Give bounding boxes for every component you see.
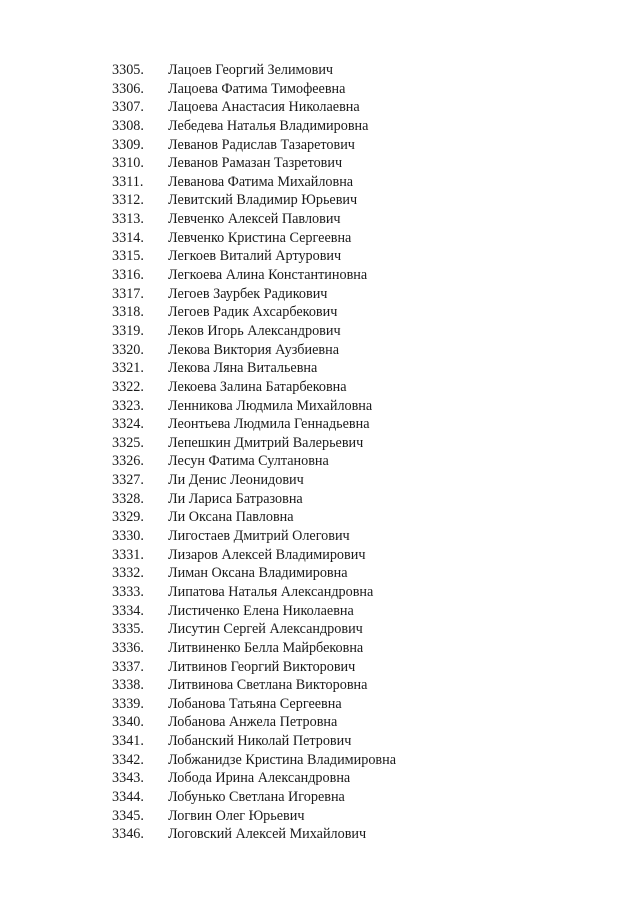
entry-number: 3343. [112,770,144,787]
entry-name: Лекоева Залина Батарбековна [168,378,347,395]
list-item [112,266,396,285]
list-item [112,434,396,453]
list-item [112,676,396,695]
entry-name: Литвиненко Белла Майрбековна [168,639,364,656]
entry-name: Лобанский Николай Петрович [168,733,352,750]
list-item [112,751,396,770]
entry-name: Леванов Рамазан Тазретович [168,155,343,172]
entry-name: Леков Игорь Александрович [168,322,341,339]
entry-number: 3312. [112,192,144,209]
list-item [112,61,396,80]
entry-number: 3306. [112,80,144,97]
entry-name: Леванова Фатима Михайловна [168,173,354,190]
entry-number: 3307. [112,99,144,116]
entry-name: Лебедева Наталья Владимировна [168,117,369,134]
entry-number: 3309. [112,136,144,153]
list-item [112,173,396,192]
entry-name: Лацоева Фатима Тимофеевна [168,80,346,97]
list-item [112,471,396,490]
entry-name: Ленникова Людмила Михайловна [168,397,373,414]
entry-name: Легкоев Виталий Артурович [168,248,342,265]
list-item [112,229,396,248]
list-item [112,191,396,210]
entry-name: Литвинова Светлана Викторовна [168,677,368,694]
entry-name: Левченко Кристина Сергеевна [168,229,352,246]
entry-name: Липатова Наталья Александровна [168,583,374,600]
entry-number: 3344. [112,788,144,805]
list-item [112,788,396,807]
entry-name: Лисутин Сергей Александрович [168,621,363,638]
entry-number: 3305. [112,62,144,78]
list-item [112,546,396,565]
entry-name: Листиченко Елена Николаевна [168,602,354,619]
list-item [112,490,396,509]
list-item [112,341,396,360]
entry-name: Лобода Ирина Александровна [168,770,351,787]
entry-number: 3336. [112,639,144,656]
list-item [112,658,396,677]
entry-name: Логвин Олег Юрьевич [168,807,305,824]
entry-name: Ли Лариса Батразовна [168,490,303,507]
entry-name: Леонтьева Людмила Геннадьевна [168,416,370,433]
list-item [112,825,396,844]
list-item [112,397,396,416]
entry-name: Лизаров Алексей Владимирович [168,546,366,563]
entry-name: Лекова Виктория Аузбиевна [168,341,340,358]
list-item [112,769,396,788]
list-item [112,452,396,471]
entry-number: 3315. [112,248,144,265]
entry-number: 3323. [112,397,144,414]
entry-name: Лесун Фатима Султановна [168,453,329,470]
list-item [112,527,396,546]
entry-name: Ли Денис Леонидович [168,472,304,489]
entry-number: 3345. [112,807,144,824]
list-item [112,154,396,173]
entry-name: Лигостаев Дмитрий Олегович [168,528,350,545]
list-item [112,210,396,229]
entry-number: 3324. [112,416,144,433]
entry-name: Лобжанидзе Кристина Владимировна [168,751,397,768]
list-item [112,322,396,341]
entry-number: 3311. [112,173,144,190]
list-item [112,695,396,714]
entry-name: Легоев Радик Ахсарбекович [168,304,338,321]
entry-number: 3317. [112,285,144,302]
list-item [112,98,396,117]
entry-number: 3332. [112,565,144,582]
list-item [112,807,396,826]
entry-name: Лобанова Анжела Петровна [168,714,338,731]
entry-number: 3313. [112,211,144,228]
list-item [112,583,396,602]
entry-name: Лацоев Георгий Зелимович [168,62,334,78]
entry-number: 3308. [112,117,144,134]
list-item [112,415,396,434]
list-item [112,117,396,136]
entry-number: 3331. [112,546,144,563]
entry-number: 3316. [112,267,144,284]
list-item [112,378,396,397]
entry-number: 3320. [112,341,144,358]
entry-number: 3329. [112,509,144,526]
list-item [112,564,396,583]
entry-name: Леванов Радислав Тазаретович [168,136,355,153]
entry-number: 3318. [112,304,144,321]
entry-number: 3340. [112,714,144,731]
entry-name: Лиман Оксана Владимировна [168,565,348,582]
entry-number: 3322. [112,378,144,395]
list-item [112,639,396,658]
entry-number: 3330. [112,528,144,545]
entry-name: Лобанова Татьяна Сергеевна [168,695,342,712]
list-item [112,303,396,322]
list-item [112,732,396,751]
entry-name: Лацоева Анастасия Николаевна [168,99,360,116]
entry-number: 3335. [112,621,144,638]
list-item [112,359,396,378]
entry-name: Ли Оксана Павловна [168,509,294,526]
list-item [112,247,396,266]
entry-name: Логовский Алексей Михайлович [168,826,367,843]
entry-number: 3327. [112,472,144,489]
entry-number: 3310. [112,155,144,172]
entry-name: Легкоева Алина Константиновна [168,267,368,284]
entry-number: 3342. [112,751,144,768]
entry-number: 3321. [112,360,144,377]
entry-name: Левченко Алексей Павлович [168,211,341,228]
entry-name: Литвинов Георгий Викторович [168,658,356,675]
entry-number: 3346. [112,826,144,843]
list-item [112,602,396,621]
list-item [112,285,396,304]
entry-name: Лепешкин Дмитрий Валерьевич [168,434,364,451]
entry-number: 3333. [112,583,144,600]
entry-number: 3314. [112,229,144,246]
entry-name: Лекова Ляна Витальевна [168,360,318,377]
list-item [112,508,396,527]
entry-number: 3319. [112,322,144,339]
entry-name: Левитский Владимир Юрьевич [168,192,358,209]
entry-number: 3325. [112,434,144,451]
entry-name: Лобунько Светлана Игоревна [168,788,345,805]
entry-number: 3334. [112,602,144,619]
entry-number: 3328. [112,490,144,507]
name-list [112,61,396,844]
list-item [112,136,396,155]
list-item [112,620,396,639]
list-item [112,713,396,732]
entry-number: 3339. [112,695,144,712]
entry-number: 3341. [112,733,144,750]
entry-number: 3326. [112,453,144,470]
entry-number: 3338. [112,677,144,694]
list-item [112,80,396,99]
entry-number: 3337. [112,658,144,675]
entry-name: Легоев Заурбек Радикович [168,285,328,302]
